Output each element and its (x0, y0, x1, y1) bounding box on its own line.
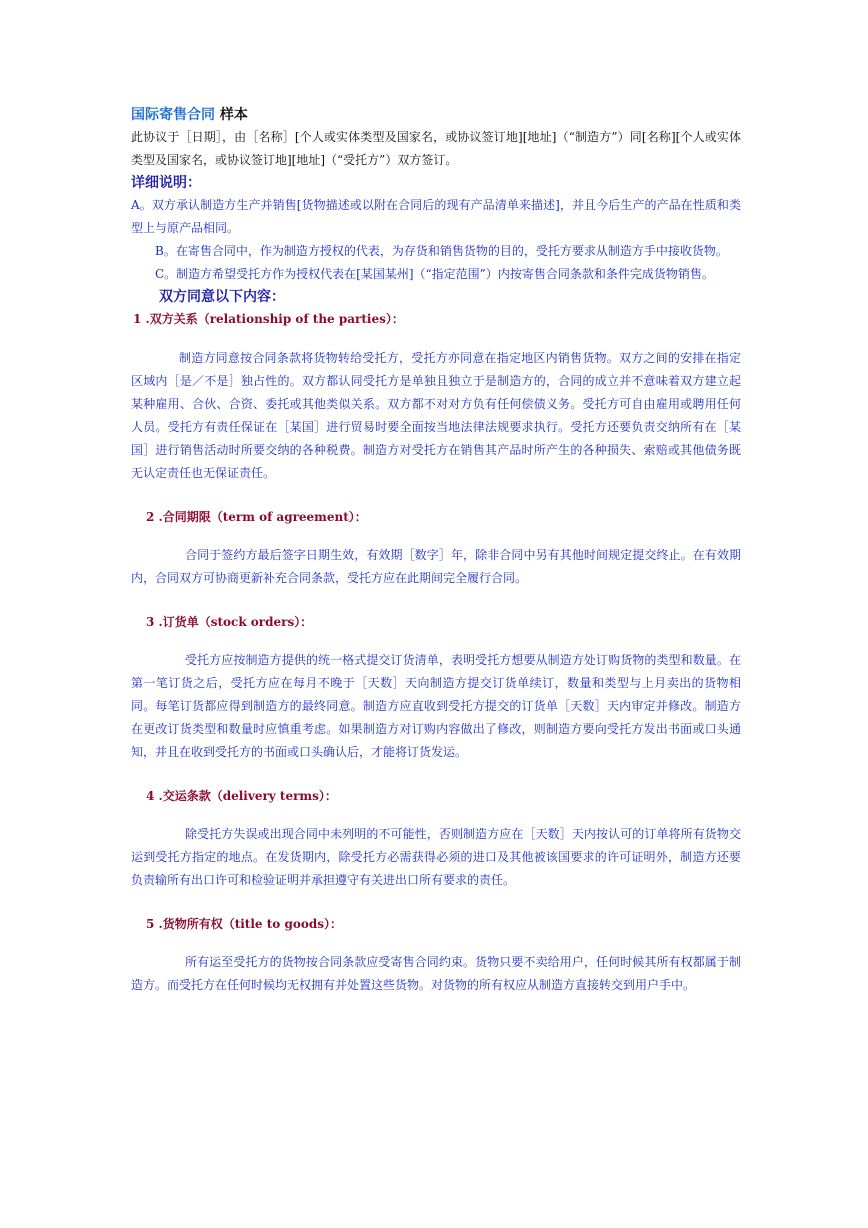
section-1-heading: 1 .双方关系（relationship of the parties）： (133, 312, 404, 326)
intro-paragraph: 此协议于［日期］，由［名称］[个人或实体类型及国家名，或协议签订地][地址]（“制造方”）同[名称][个人或实体类型及国家名，或协议签订地][地址]（“受托方”）双方签订。 (131, 130, 741, 167)
section-4-body: 除受托方失误或出现合同中未列明的不可能性，否则制造方应在［天数］天内按认可的订单将所有货物交运到受托方指定的地点。在发货期内，除受托方必需获得必须的进口及其他被该国要求的许可证明外，制造方还要负责输所有出口许可和检验证明并承担遵守有关进出口所有要求的责任。 (131, 827, 741, 887)
section-2-body: 合同于签约方最后签字日期生效，有效期［数字］年，除非合同中另有其他时间规定提交终止。在有效期内，合同双方可协商更新补充合同条款，受托方应在此期间完全履行合同。 (131, 548, 741, 585)
detail-item-b: B。在寄售合同中，作为制造方授权的代表，为存货和销售货物的目的，受托方要求从制造方手中接收货物。 (155, 244, 728, 258)
detail-item-a: A。双方承认制造方生产并销售[货物描述或以附在合同后的现有产品清单来描述]，并且今后生产的产品在性质和类型上与原产品相同。 (131, 198, 741, 235)
section-3-body: 受托方应按制造方提供的统一格式提交订货清单，表明受托方想要从制造方处订购货物的类型和数量。在第一笔订货之后，受托方应在每月不晚于［天数］天向制造方提交订货单续订，数量和类型与上月卖出的货物相同。每笔订货都应得到制造方的最终同意。制造方应直收到受托方提交的订货单［天数］天内审定并修改。制造方在更改订货类型和数量时应慎重考虑。如果制造方对订购内容做出了修改，则制造方要向受托方发出书面或口头通知，并且在收到受托方的书面或口头确认后，才能将订货发运。 (131, 653, 741, 759)
section-2-heading: 2 .合同期限（term of agreement）： (146, 510, 367, 524)
detail-item-c: C。制造方希望受托方作为授权代表在[某国某州]（“指定范围”）内按寄售合同条款和条件完成货物销售。 (155, 267, 714, 281)
section-4-heading: 4 .交运条款（delivery terms）： (146, 789, 337, 803)
section-3-heading: 3 .订货单（stock orders）： (146, 615, 313, 629)
section-1-body: 制造方同意按合同条款将货物转给受托方，受托方亦同意在指定地区内销售货物。双方之间的安排在指定区域内［是／不是］独占性的。双方都认同受托方是单独且独立于是制造方的，合同的成立并不意味着双方建立起某种雇用、合伙、合资、委托或其他类似关系。双方都不对对方负有任何偿债义务。受托方可自由雇用或聘用任何人员。受托方有责任保证在［某国］进行贸易时要全面按当地法律法规要求执行。受托方还要负责交纳所有在［某国］进行销售活动时所要交纳的各种税费。制造方对受托方在销售其产品时所产生的各种损失、索赔或其他债务既无认定责任也无保证责任。 (131, 351, 741, 480)
agree-heading: 双方同意以下内容： (159, 289, 285, 305)
section-5-heading: 5 .货物所有权（title to goods）： (146, 917, 342, 931)
document-title (131, 104, 741, 126)
section-5-body: 所有运至受托方的货物按合同条款应受寄售合同约束。货物只要不卖给用户，任何时候其所有权都属于制造方。而受托方在任何时候均无权拥有并处置这些货物。对货物的所有权应从制造方直接转交到用户手中。 (131, 955, 741, 992)
detail-heading: 详细说明： (131, 175, 201, 191)
title-sub: 样本 (215, 107, 248, 123)
title-main: 国际寄售合同 (131, 107, 215, 123)
document-page (131, 104, 741, 997)
